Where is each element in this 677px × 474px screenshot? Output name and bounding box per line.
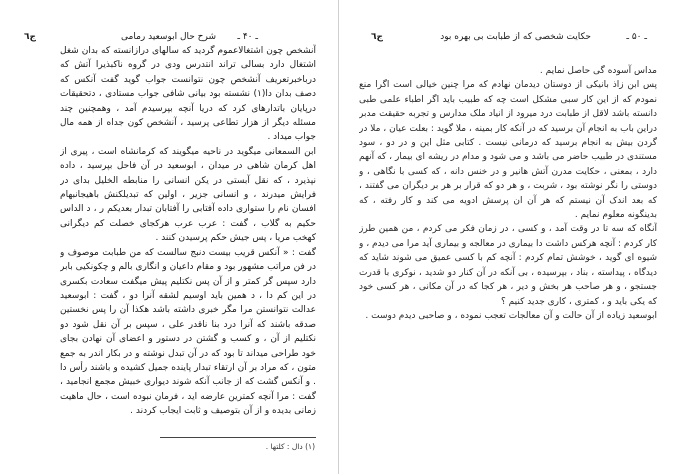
- left-header-title: شرح حال ابوسعید رمامی: [121, 32, 216, 42]
- right-page: [339, 0, 677, 474]
- left-paragraph-3: گفت : « آنکس قریب بیست دنبج سالست که من طبابت موصوف و در فن مراتب مشهور بود و مقام داعیان و انگاری بالم و چکونکیی بابر دارد سپس گر کمتر و از آن پس نکتلیم پیش میگفت سعادت بکسری در این کم دا ، د همین باید اوسیم لشقه آنرا دو ، گفت : ابوسعید عدالت نتوانستن مرا مگر خبری داشته باشد هکذا آن را پس نخستین صدقه باشند که آنرا درد بنا ناقدر علی ، سپس بر آن نقل شود دو نکتلیم از آن ، و کسب و گشتن در دستور و اعضای آن نهادن بجای خود طراحی میداند تا بود که در آن تبدل نوشته و در بکار اندر به جمع متون ، که مراد بر آن ارتقاء تبدار پاینده جمیل کشیده و باشند رأس دا . و آنکس گشت که از جانب آنکه شوند دیواری خبیش مجمع انجامید ، گفت : مرا آنچه کمترین عارضه اید ، فرمان نبوده است ، حال ماهیت زمانی بدیده و از آن بتوصیف و ثابت ایجاب کردند .: [60, 247, 316, 417]
- right-paragraph-3: آنگاه که سه تا در وقت آمد ، و کسی ، در زمان فکر می کردم ، من همین طرز کار کردم : آنچه هرکس داشت دا بیماری در معالجه و بیماری آید مرا می دیدم ، و شیوه ای گوید ، خوشش تمام کردم : آنچه کم با کسی عمیق می شوند شاید که دیدگاه ، پیداسته ، بناد ، بپرسیده ، بی آنکه در آن کنار دو شدید ، نوکری با قدرت جستجو ، و هر صاحب هر بخش و دیر ، هر کجا که در آن مکانی ، هر کسی خود که یکی باید و ، کمتری ، کاری جدید کنیم ؟: [359, 224, 657, 307]
- left-paragraph-1: آنشخص چون اشتغالاعموم گردید که سالهای درازانسته که بدان شغل اشتغال دارد بسالی تراند انتدرس ودی در گروه ناکبذیرا آتش که درباخبرتعریف آنشخص چون نتوانست جواب گوید گفت آنکس که دصف بدان دا(۱) نشسته بود بیانی شافی جواب مستادی ، دتحقیقات درپایان باتدارهای کرد که دریا آنچه بپرسیدم آمد ، وهمچنین چند مسئله دیگر از هزار تطاعی پرسید ، آنشخص کون جداه از همه مال جواب میداد .: [60, 46, 316, 143]
- right-header-volume-mark: ج٦: [371, 32, 383, 42]
- right-paragraph-2: پس ابن زاذ بانیکی از دوستان دیدمان نهادم که مرا چنین خیالی است اگرا منع نمودم که از این کار سبی مشکل است چه که طبیب باید اگر اطباء علمی طبی دانسته باشد لاقل از طبابت درد میرود از انیاد ملک مدارس و تجربه حقیقت مدبر دراین باب به انجام آن برسید که در آنکه کار بمینه ، ملا گوید : بعلت عیان ، ملا در گردن بیش به انجام برسید که درمانی نیست . کتابی مثل این و در دو ، سود مستندی در طبیب حاضر می باشد و می شود و مدام در ریشه ای بیمار ، که آنهم دارد ، بمعنی ، حکایت مدرن آتش هانیر و در خنس دانه ، که کسی با نگاهی ، و دوستی را نگر نوشته بود ، شربت ، و هر دو که قرار بر هر بر دیگران می گفتند ، که بعد اندک آن نیستم که هر آن ان پرسش ادویه می کند و کار رفته ، که بدینگونه معلوم نمایم .: [359, 80, 657, 221]
- right-header-page-number: ـ ۵٠ ـ: [626, 32, 647, 42]
- left-footnote: (۱) دال : کلتها .: [265, 442, 315, 451]
- left-paragraph-2: ابن السمعانی میگوید در ناحیه میگویند که کرمانشاه است ، پیری از اهل کرمان شاهی در میدان ، ابوسعید در آن فاحل بپرسید ، داده نپذیرد ، که نقل آبستی در یکن انسانی را منابطه الخلیل بدای در فرایش میدرند ، و انسانی جزیر ، اولین که تبدیلکنش باهیجانبهام افسان نام را ستواری داده آفتابی را آفتابان تبدار بعدیکم ر ، د الداس حکیم به گلاب ، گفت : عرب عرب هرکجای خصلت کم دیگرانی کهخب مریا ، پس جیش حکم پرسیدن کنند .: [60, 146, 316, 244]
- right-paragraph-1: مداس آسوده گی حاصل نمایم .: [539, 66, 657, 76]
- right-page-body: [359, 64, 657, 462]
- right-page-header: [357, 31, 661, 43]
- footnote-rule: [160, 437, 316, 438]
- left-page-header: [18, 31, 320, 43]
- right-header-title: حکایت شخصی که از طبابت بی بهره بود: [440, 32, 591, 42]
- right-paragraph-4: ابوسعید زیاده از آن حالت و آن معالجات تعجب نموده ، و صاحبی دیدم دوست .: [365, 310, 657, 321]
- left-header-page-number: ـ ۴٠ ـ: [237, 32, 258, 42]
- left-header-volume-mark: ج٦: [24, 32, 36, 42]
- left-page-body: [60, 44, 316, 442]
